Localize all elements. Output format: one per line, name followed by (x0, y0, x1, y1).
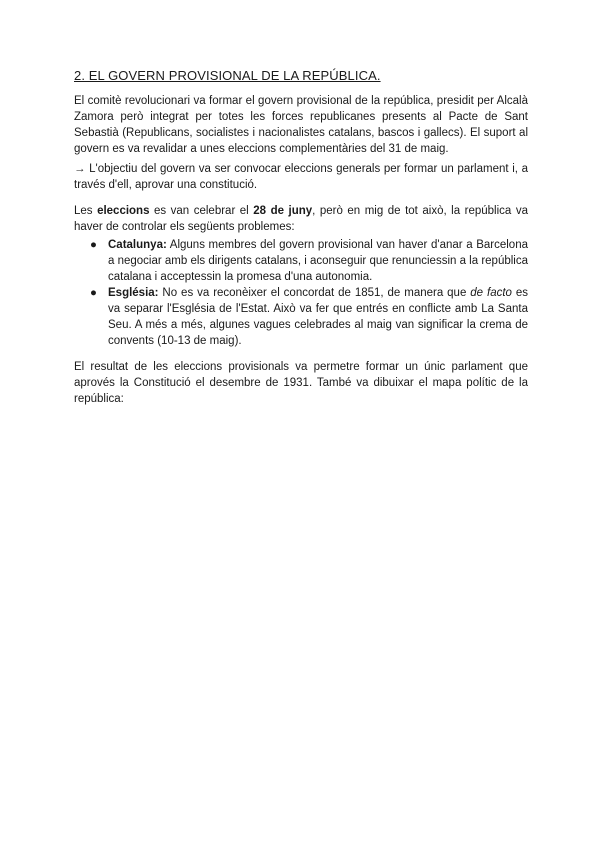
list-item-text: es va separar l'Església de l'Estat. Això va fer que entrés en conflicte amb La Santa Seu. A més a més, algunes vagues celebrades al maig van significar la crema de convents (10-13 de maig). (108, 287, 529, 347)
list-item-text: Alguns membres del govern provisional van haver d'anar a Barcelona a negociar amb els dirigents catalans, i aconseguir que renunciessin a la república catalana i acceptessin la promesa d'una autonomia. (108, 239, 528, 283)
text-segment: Les (74, 205, 98, 217)
bullet-icon: ● (90, 287, 97, 299)
list-item-text: No es va reconèixer el concordat de 1851, de manera que (158, 287, 471, 299)
bold-term-elections: eleccions (97, 205, 150, 217)
section-heading: 2. EL GOVERN PROVISIONAL DE LA REPÚBLICA. (74, 68, 381, 83)
list-item-label: Catalunya: (108, 239, 167, 251)
bullet-icon: ● (90, 239, 97, 251)
list-item-label: Església: (108, 287, 159, 299)
paragraph-objective: → L'objectiu del govern va ser convocar eleccions generals per formar un parlament i, a través d'ell, aprovar una constitució. (74, 163, 528, 191)
text-segment: , però en mig de tot això, la república va haver de controlar els següents problemes: (74, 205, 528, 233)
italic-term: de facto (470, 287, 512, 299)
list-item-catalunya (90, 237, 528, 285)
document-body (74, 68, 528, 407)
paragraph-provisional-government: El comitè revolucionari va formar el govern provisional de la república, presidit per Alcalà Zamora però integrat per totes les forces republicanes presents al Pacte de Sant Sebastià (Republicans, socialistes i nacionalistes catalans, bascos i gallecs). El suport al govern es va revalidar a unes eleccions complementàries del 31 de maig. (74, 95, 528, 155)
paragraph-results: El resultat de les eleccions provisionals va permetre formar un únic parlament que aprovés la Constitució el desembre de 1931. També va dibuixar el mapa polític de la república: (74, 361, 528, 405)
problems-list (74, 237, 528, 349)
list-item-esglesia (90, 285, 528, 349)
paragraph-elections (74, 203, 528, 235)
text-segment: es van celebrar el (149, 205, 254, 217)
bold-date: 28 de juny (253, 205, 313, 217)
